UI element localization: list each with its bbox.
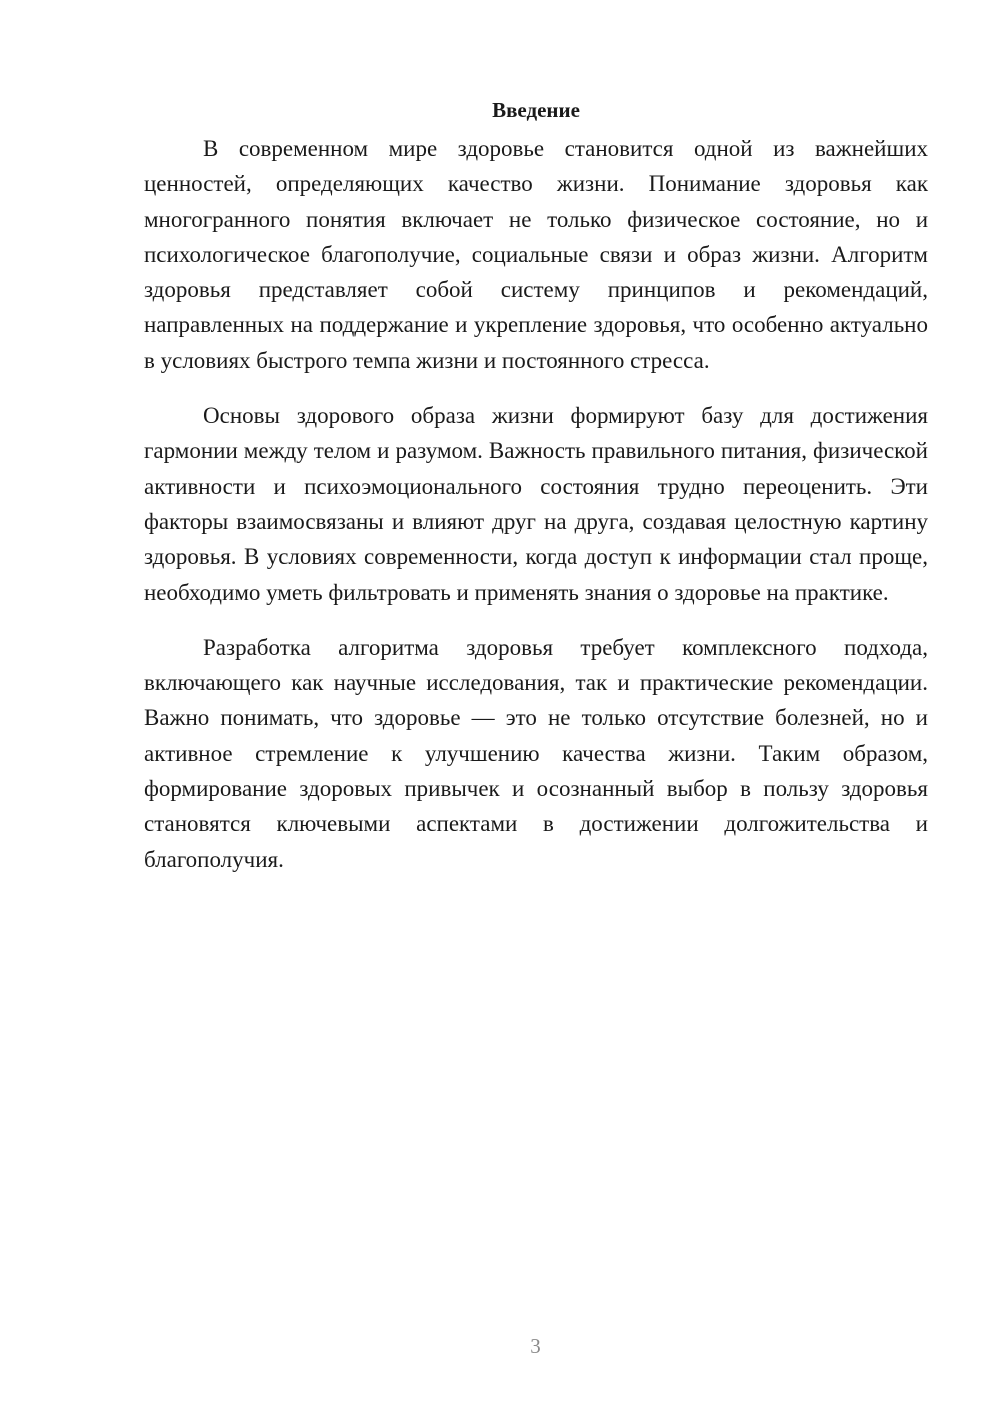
section-heading: Введение xyxy=(492,98,580,122)
paragraph-2: Основы здорового образа жизни формируют базу для достижения гармонии между телом и разумом. Важность правильного питания, физической активности и психоэмоционального состояния трудно переоценить. Эти факторы взаимосвязаны и влияют друг на друга, создавая целостную картину здоровья. В условиях современности, когда доступ к информации стал проще, необходимо уметь фильтровать и применять знания о здоровье на практике. xyxy=(144,403,928,605)
page-content xyxy=(144,92,928,897)
page-number: 3 xyxy=(530,1334,541,1358)
paragraph-3: Разработка алгоритма здоровья требует комплексного подхода, включающего как научные исследования, так и практические рекомендации. Важно понимать, что здоровье — это не только отсутствие болезней, но и активное стремление к улучшению качества жизни. Таким образом, формирование здоровых привычек и осознанный выбор в пользу здоровья становятся ключевыми аспектами в достижении долгожительства и благополучия. xyxy=(144,634,928,872)
paragraph-1: В современном мире здоровье становится одной из важнейших ценностей, определяющих качество жизни. Понимание здоровья как многогранного понятия включает не только физическое состояние, но и психологическое благополучие, социальные связи и образ жизни. Алгоритм здоровья представляет собой систему принципов и рекомендаций, направленных на поддержание и укрепление здоровья, что особенно актуально в условиях быстрого темпа жизни и постоянного стресса. xyxy=(144,136,928,373)
